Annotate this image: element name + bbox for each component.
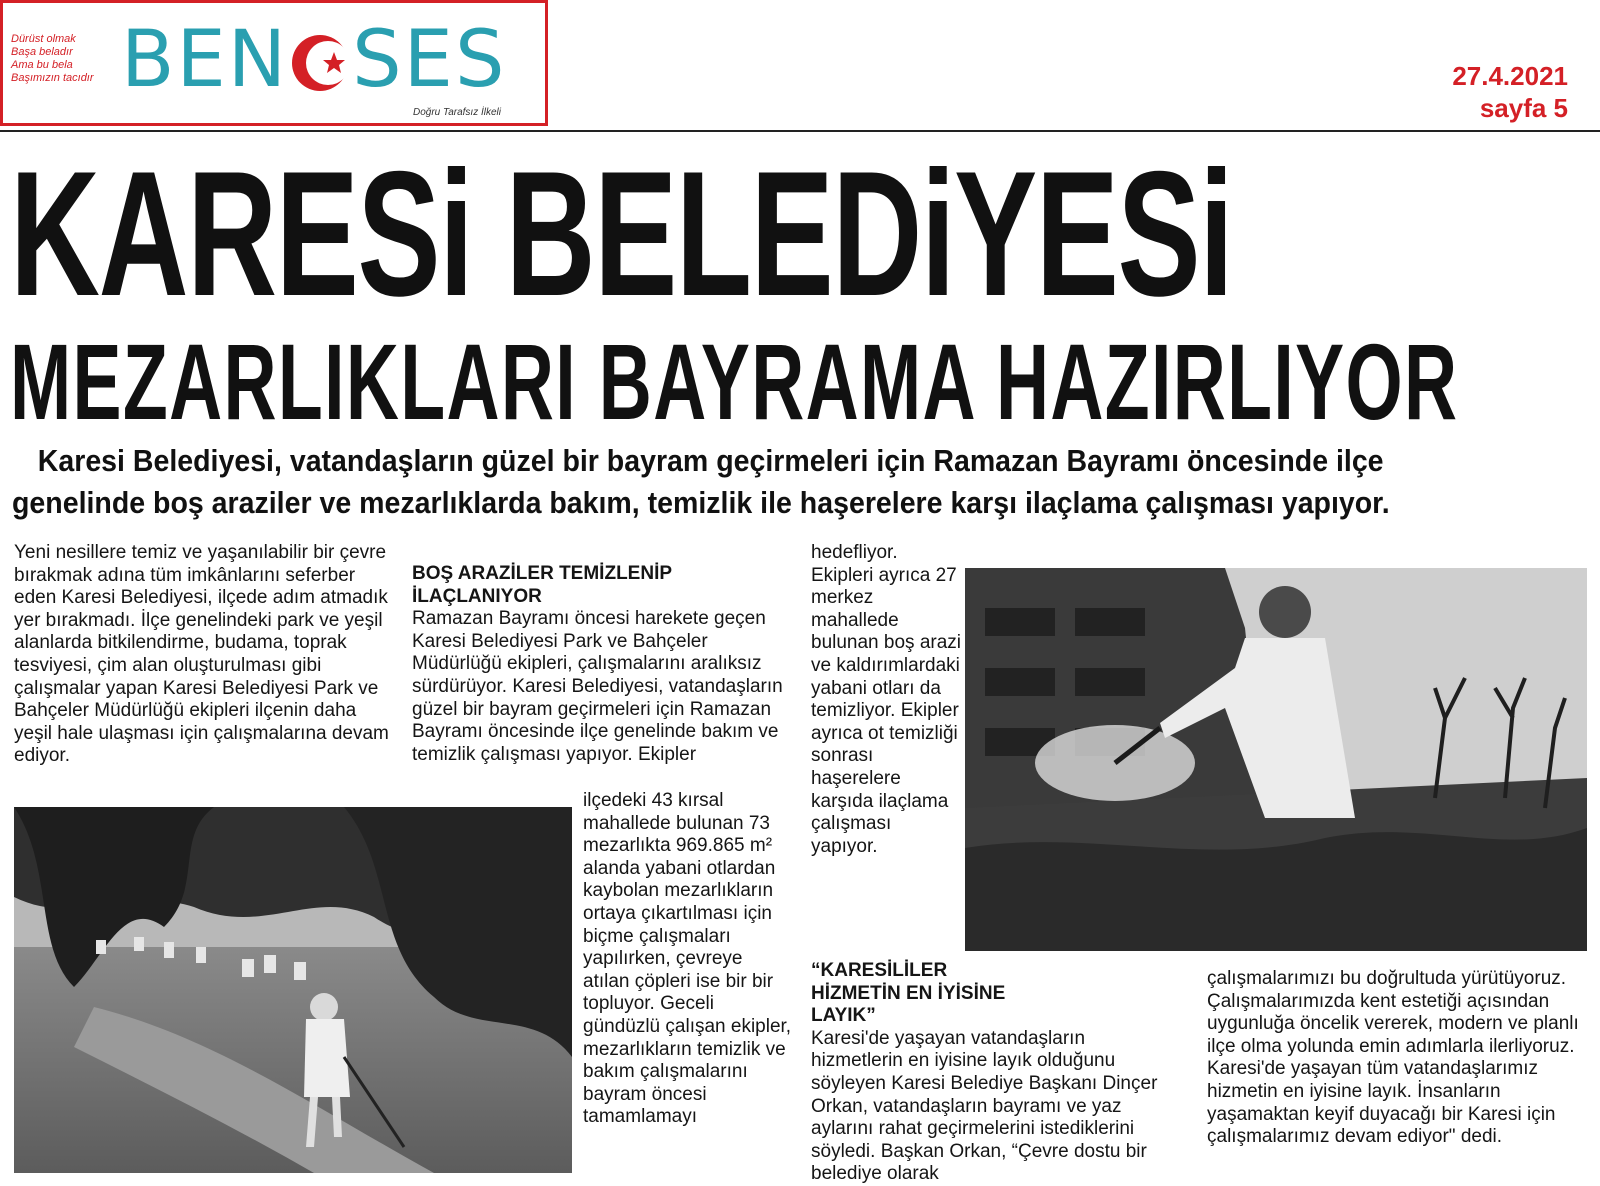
paragraph: hedefliyor. Ekipleri ayrıca 27 merkez mahallede bulunan boş arazi ve kaldırımlardaki yabani otları da temizliyor. Ekipler ayrıca ot temizliği sonrası haşerelere karşıda ilaçlama çalışması yapıyor.	[811, 542, 961, 857]
paragraph: Ramazan Bayramı öncesi harekete geçen Karesi Belediyesi Park ve Bahçeler Müdürlüğü ekipleri, çalışmalarını aralıksız sürdürüyor. Karesi Belediyesi, vatandaşların güzel bir bayram geçirmeleri için Ramazan Bayramı öncesinde ilçe genelinde bakım ve temizlik çalışması yapıyor. Ekipler	[412, 608, 783, 765]
masthead-logo	[0, 0, 548, 126]
article-column-2-continued	[583, 790, 793, 1129]
cemetery-photo-image	[14, 807, 572, 1173]
issue-page: sayfa 5	[1479, 93, 1568, 123]
paragraph: ilçedeki 43 kırsal mahallede bulunan 73 mezarlıkta 969.865 m² alanda yabani otlardan kaybolan mezarlıkların ortaya çıkartılması için biçme çalışmaları yapılırken, çevreye atılan çöpleri ise bir bir topluyor. Geceli gündüzlü çalışan ekipler, mezarlıkların temizlik ve bakım çalışmalarını bayram öncesi tamamlamayı	[583, 790, 792, 1128]
masthead-tagline	[11, 33, 111, 85]
article-headline: KARESi BELEDiYESi	[10, 134, 1233, 333]
section-subhead: “KARESİLİLER HİZMETİN EN İYİSİNE LAYIK”	[811, 960, 1006, 1027]
paragraph: Yeni nesillere temiz ve yaşanılabilir bir çevre bırakmak adına tüm imkânlarını seferber eden Karesi Belediyesi, ilçede adım atmadık yer bırakmadı. İlçe genelindeki park ve yeşil alanlarda bitkilendirme, budama, toprak tesviyesi, çim alan oluşturulması gibi çalışmalar yapan Karesi Belediyesi Park ve Bahçeler Müdürlüğü ekipleri ilçenin daha yeşil hale ulaşması için çalışmalarına devam ediyor.	[14, 542, 389, 767]
paragraph: çalışmalarımızı bu doğrultuda yürütüyoruz. Çalışmalarımızda kent estetiği açısından uygunluğa öncelik vererek, modern ve planlı ilçe olma yolunda emin adımlarla ilerliyoruz. Karesi'de yaşayan tüm vatandaşlarımız hizmetin en iyisine layık. İnsanların yaşamaktan keyif duyacağı bir Karesi için çalışmalarımız devam ediyor" dedi.	[1207, 968, 1579, 1148]
article-subheadline: MEZARLIKLARI BAYRAMA HAZIRLIYOR	[10, 321, 1459, 442]
issue-date: 27.4.2021	[1452, 61, 1568, 91]
brand-right: SES	[352, 15, 507, 105]
issue-info	[1452, 60, 1568, 124]
lede-line: Karesi Belediyesi, vatandaşların güzel bir bayram geçirmeleri için Ramazan Bayramı öncesinde ilçe	[37, 443, 1384, 478]
newspaper-logo	[121, 15, 507, 105]
article-column-4	[1207, 968, 1587, 1149]
brand-left: BEN	[121, 15, 289, 105]
crescent-star-icon	[290, 25, 350, 95]
article-lede	[12, 440, 1590, 524]
article-column-2	[412, 563, 792, 766]
paragraph: Karesi'de yaşayan vatandaşların hizmetlerin en iyisine layık olduğunu söyleyen Karesi Belediye Başkanı Dinçer Orkan, vatandaşların bayramı ve yaz aylarını rahat geçirmelerini istediklerini söyledi. Başkan Orkan, “Çevre dostu bir belediye olarak	[811, 1027, 1158, 1185]
spraying-worker-photo	[965, 568, 1587, 951]
header-divider	[0, 130, 1600, 132]
tagline-line: Dürüst olmak	[11, 33, 76, 45]
article-column-1	[14, 542, 394, 768]
cemetery-photo	[14, 807, 572, 1173]
section-subhead: BOŞ ARAZİLER TEMİZLENİP İLAÇLANIYOR	[412, 563, 672, 607]
tagline-line: Ama bu bela	[11, 59, 73, 71]
article-column-3	[811, 542, 961, 858]
tagline-line: Başa beladır	[11, 46, 73, 58]
article-column-3-continued	[811, 960, 1181, 1186]
lede-line: genelinde boş araziler ve mezarlıklarda bakım, temizlik ile haşerelere karşı ilaçlama çalışması yapıyor.	[12, 485, 1390, 520]
brand-subtitle: Doğru Tarafsız İlkeli	[413, 107, 501, 118]
tagline-line: Başımızın tacıdır	[11, 72, 94, 84]
spraying-worker-photo-image	[965, 568, 1587, 951]
